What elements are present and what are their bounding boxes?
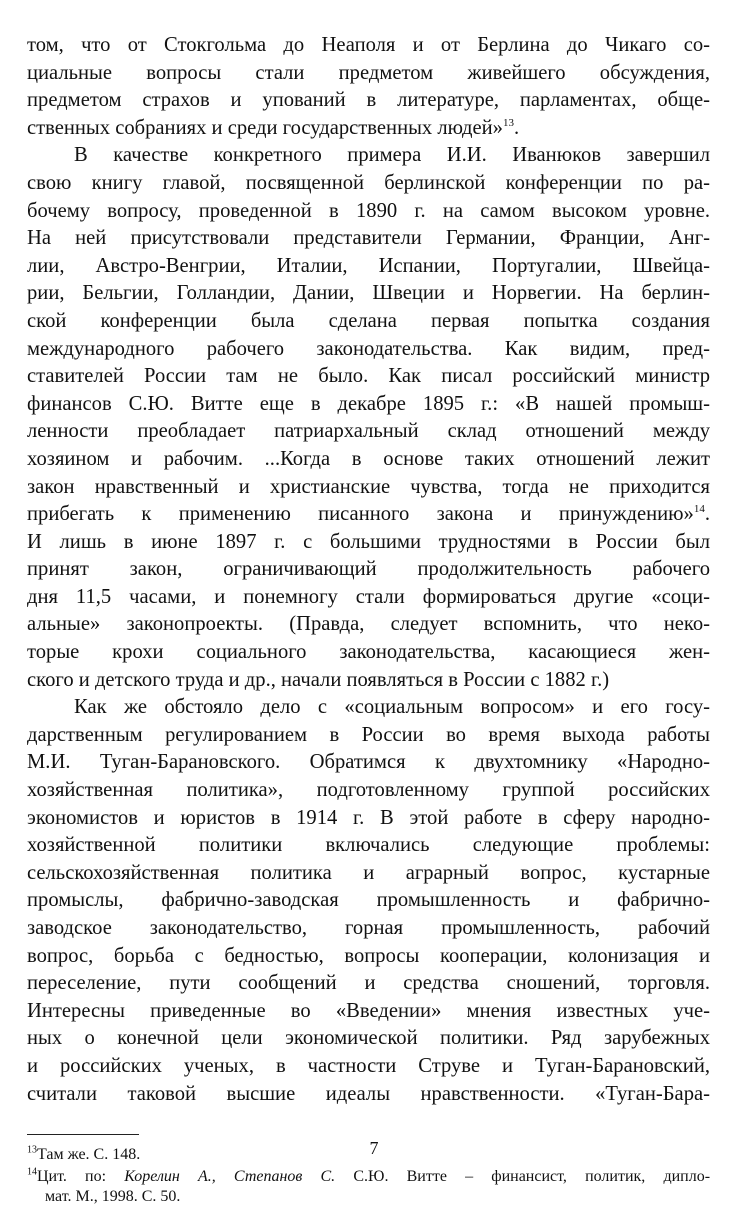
text-line: закон нравственный и христианские чувства, тогда не приходится xyxy=(27,475,710,498)
text-line: ленности преобладает патриархальный склад отношений между xyxy=(27,420,710,443)
text-line: экономистов и юристов в 1914 г. В этой работе в сферу народно- xyxy=(27,806,710,829)
footnote-number: 14 xyxy=(27,1166,37,1178)
text-line: лии, Австро-Венгрии, Италии, Испании, Португалии, Швейца- xyxy=(27,254,710,277)
text-line: финансов С.Ю. Витте еще в декабре 1895 г.: «В нашей промыш- xyxy=(27,392,710,415)
text-line: ставителей России там не было. Как писал российский министр xyxy=(27,365,710,388)
text-line: ственных собраниях и среди государственных людей»$^{13}$. xyxy=(27,116,520,139)
text-line: хозяином и рабочим. ...Когда в основе таких отношений лежит xyxy=(27,447,710,470)
footnote-ref-14[interactable]: 14 xyxy=(693,503,705,516)
text-line: циальные вопросы стали предметом живейшего обсуждения, xyxy=(27,61,710,84)
text-line: дня 11,5 часами, и понемногу стали формироваться другие «соци- xyxy=(27,585,710,608)
text-line: Как же обстояло дело с «социальным вопросом» и его госу- xyxy=(74,696,710,719)
paragraph-3 xyxy=(27,694,710,1108)
footnote-text: Там же. С. 148. xyxy=(37,1146,141,1164)
footnote-ref-13[interactable]: 13 xyxy=(502,116,514,129)
text-line: хозяйственной политики включались следующие проблемы: xyxy=(27,834,710,857)
text-line: Интересны приведенные во «Введении» мнения известных уче- xyxy=(27,999,710,1022)
page-number: 7 xyxy=(369,1138,379,1158)
text-line: хозяйственная политика», подготовленному группой российских xyxy=(27,779,710,802)
text-line: предметом страхов и упований в литературе, парламентах, обще- xyxy=(27,89,710,112)
text-line: и российских ученых, в частности Струве и Туган-Барановский, xyxy=(27,1054,710,1077)
text-line: вопрос, борьба с бедностью, вопросы кооперации, колонизация и xyxy=(27,944,710,967)
text-line: В качестве конкретного примера И.И. Иванюков завершил xyxy=(74,144,710,167)
footnote-divider xyxy=(27,1134,139,1135)
paragraph-1 xyxy=(27,32,710,142)
text-line: свою книгу главой, посвященной берлинской конференции по ра- xyxy=(27,171,710,194)
footnote-authors: Корелин А., Степанов С. xyxy=(124,1168,336,1186)
text-line: торые крохи социального законодательства, касающиеся жен- xyxy=(27,641,710,664)
footnote-text-continued: мат. М., 1998. С. 50. xyxy=(45,1188,181,1206)
text-line: бочему вопросу, проведенной в 1890 г. на самом высоком уровне. xyxy=(27,199,710,222)
footnote-text: С.Ю. Витте – финансист, политик, дипло- xyxy=(335,1168,711,1186)
text-line: И лишь в июне 1897 г. с большими трудностями в России был xyxy=(27,530,710,553)
text-line: ского и детского труда и др., начали появляться в России с 1882 г.) xyxy=(27,668,610,691)
text-line: ской конференции была сделана первая попытка создания xyxy=(27,309,710,332)
text-line: заводское законодательство, горная промышленность, рабочий xyxy=(27,917,710,939)
text-line: считали таковой высшие идеалы нравственности. «Туган-Бара- xyxy=(27,1082,710,1105)
text-line: На ней присутствовали представители Германии, Франции, Анг- xyxy=(27,227,710,250)
text-line: ных о конечной цели экономической политики. Ряд зарубежных xyxy=(27,1027,710,1050)
footnote-prefix: Цит. по: xyxy=(37,1168,125,1186)
text-line: альные» законопроекты. (Правда, следует вспомнить, что неко- xyxy=(27,613,710,636)
footnote-number: 13 xyxy=(27,1144,37,1156)
text-line: прибегать к применению писанного закона и принуждению»$^{14}$. xyxy=(27,503,710,526)
text-line: промыслы, фабрично-заводская промышленность и фабрично- xyxy=(27,889,710,912)
text-line: переселение, пути сообщений и средства сношений, торговля. xyxy=(27,972,710,995)
text-line: международного рабочего законодательства. Как видим, пред- xyxy=(27,337,710,360)
text-line: том, что от Стокгольма до Неаполя и от Берлина до Чикаго со- xyxy=(27,34,710,56)
text-line: М.И. Туган-Барановского. Обратимся к двухтомнику «Народно- xyxy=(27,751,710,774)
text-line: принят закон, ограничивающий продолжительность рабочего xyxy=(27,558,710,581)
text-line: сельскохозяйственная политика и аграрный вопрос, кустарные xyxy=(27,861,710,884)
paragraph-2 xyxy=(27,142,710,694)
main-text xyxy=(27,32,710,1108)
text-line: дарственным регулированием в России во время выхода работы xyxy=(27,723,710,746)
text-line: рии, Бельгии, Голландии, Дании, Швеции и Норвегии. На берлин- xyxy=(27,282,710,305)
footnote-14 xyxy=(27,1167,710,1207)
